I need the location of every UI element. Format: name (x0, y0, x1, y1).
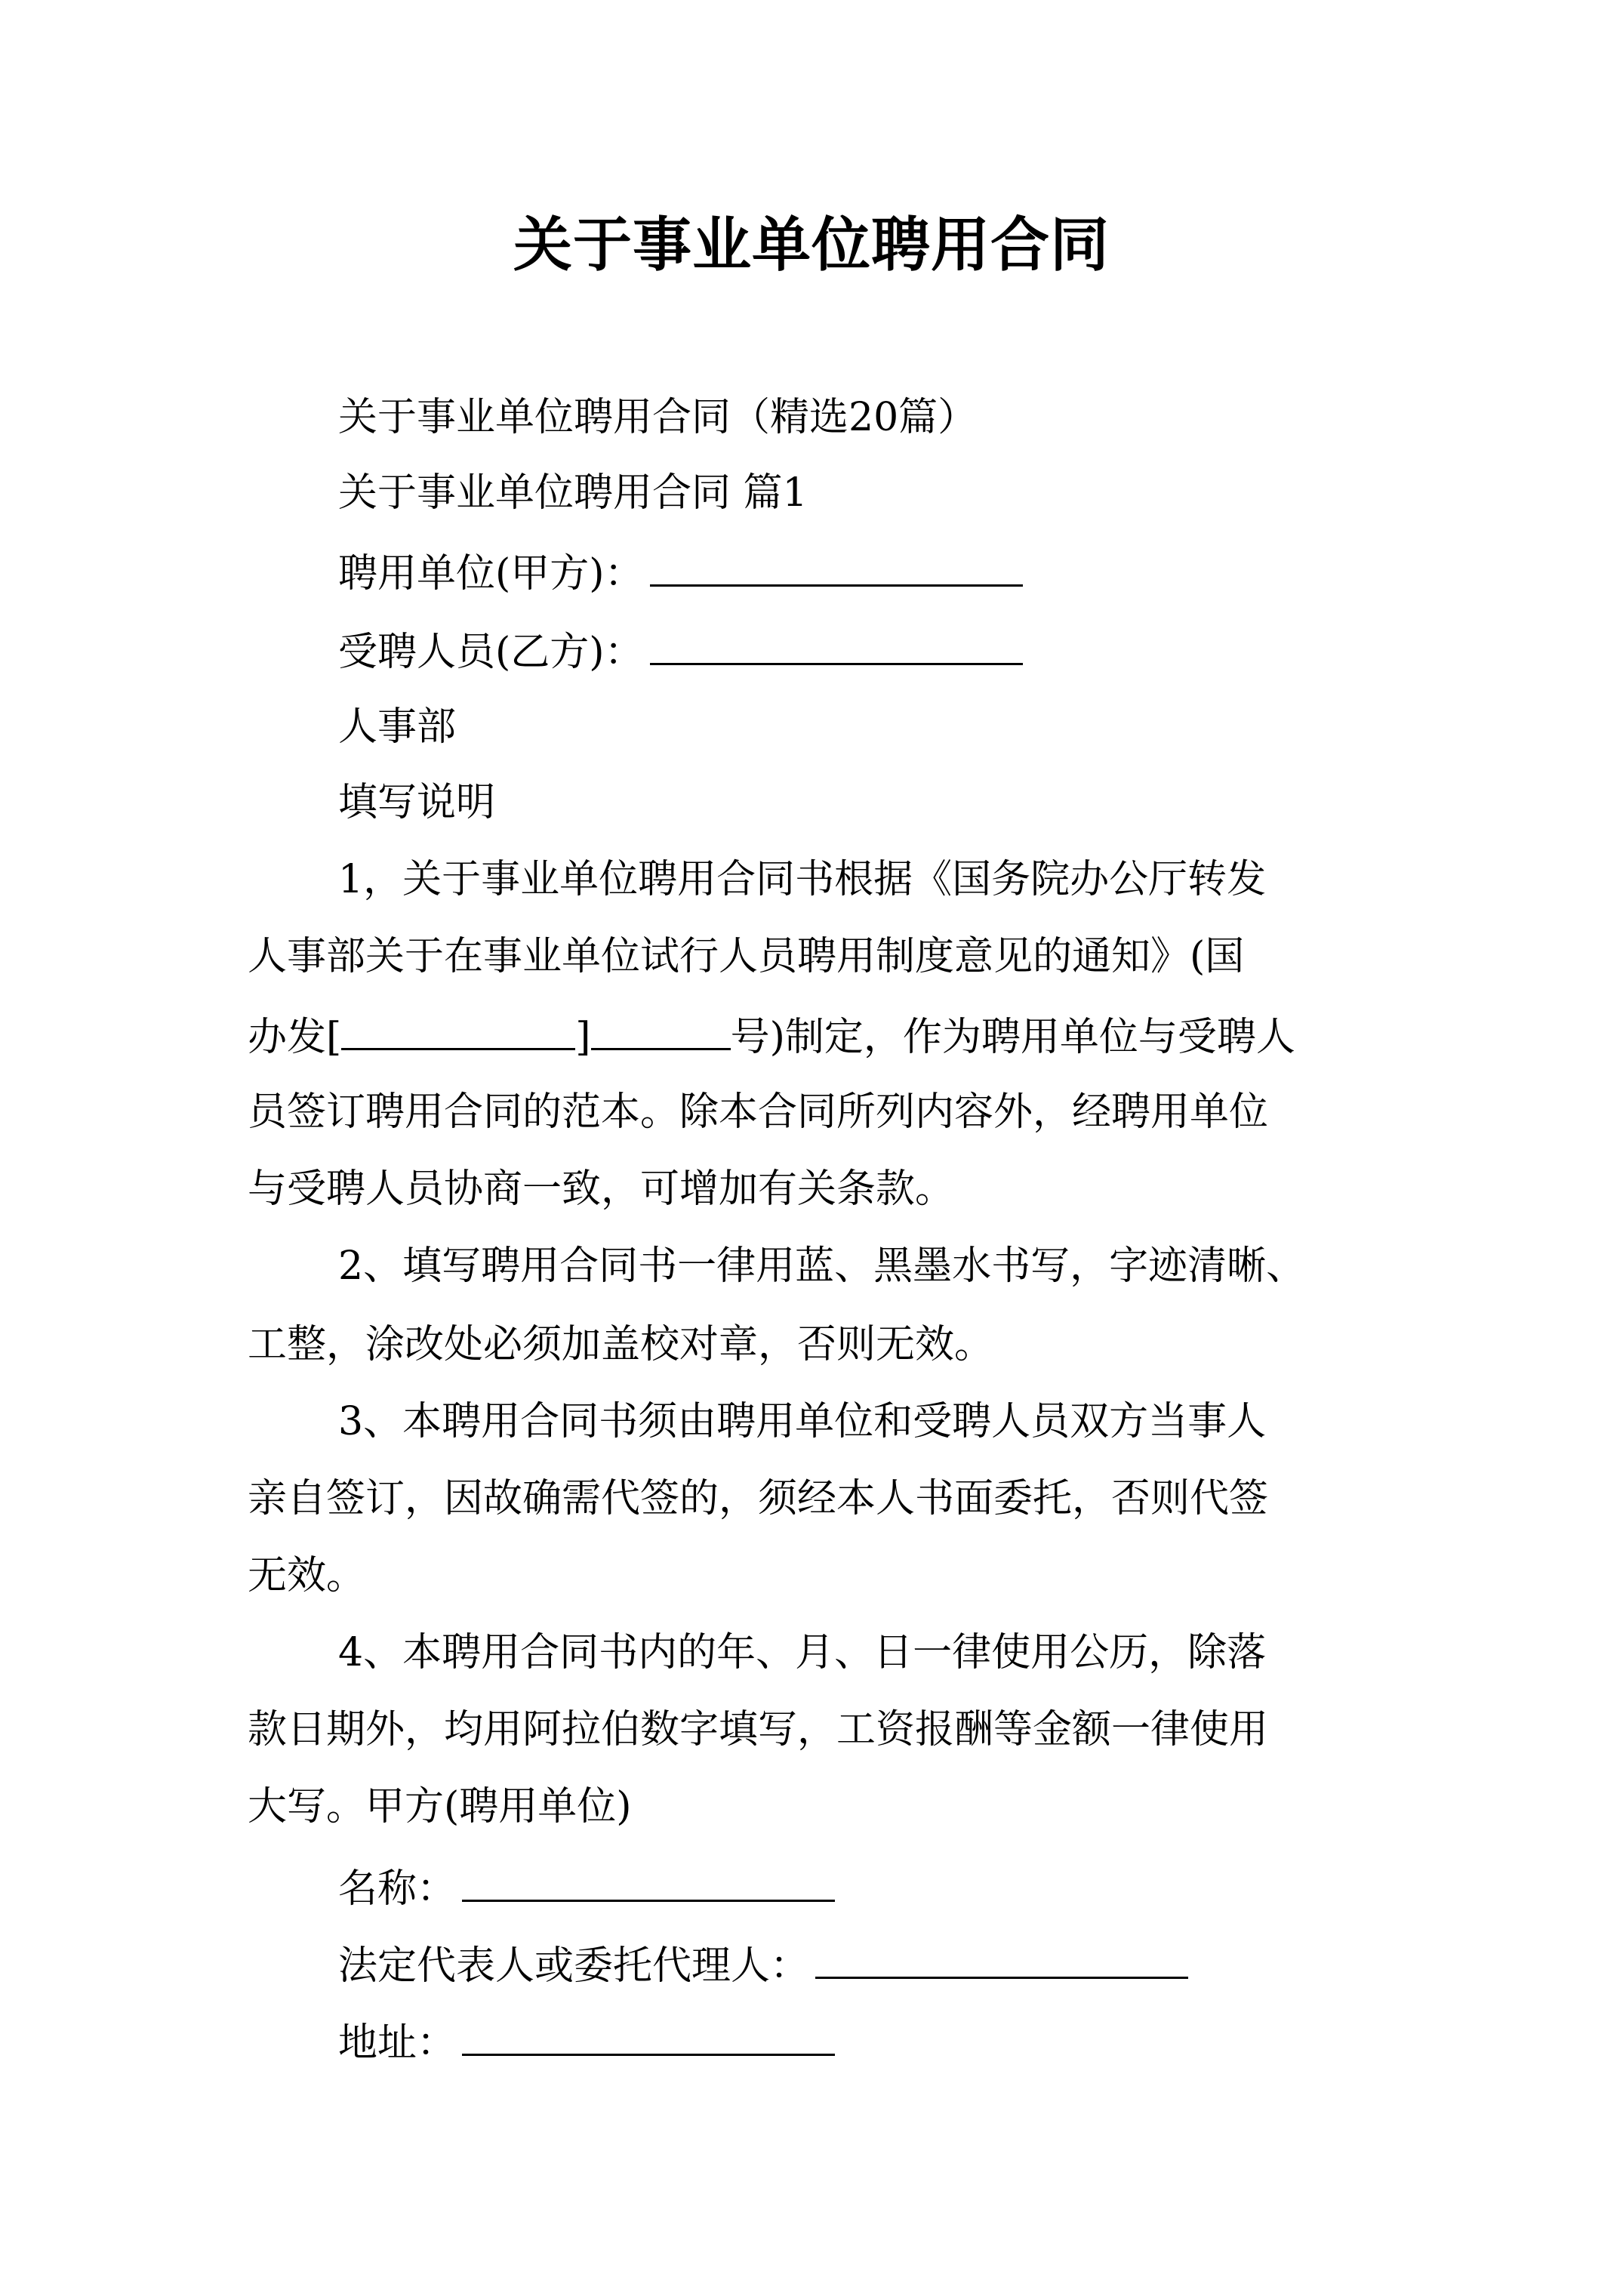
item2-line1: 2、填写聘用合同书一律用蓝、黑墨水书写，字迹清晰、 (338, 1244, 1306, 1289)
item1-line1: 1，关于事业单位聘用合同书根据《国务院办公厅转发 (338, 857, 1267, 902)
item1-line3-c: 号)制定，作为聘用单位与受聘人 (730, 1015, 1295, 1060)
name-label: 名称： (338, 1866, 457, 1912)
item1-line5: 与受聘人员协商一致，可增加有关条款。 (248, 1166, 955, 1212)
doc-number-year-blank (341, 1009, 575, 1050)
address-blank (462, 2014, 835, 2056)
item4-line1: 4、本聘用合同书内的年、月、日一律使用公历，除落 (338, 1630, 1267, 1675)
employer-blank (650, 545, 1023, 587)
representative-blank (815, 1937, 1188, 1979)
representative-label: 法定代表人或委托代理人： (338, 1943, 810, 1989)
employee-label: 受聘人员(乙方)： (338, 630, 644, 675)
instructions-heading: 填写说明 (338, 780, 496, 825)
item1-line4: 员签订聘用合同的范本。除本合同所列内容外，经聘用单位 (248, 1089, 1269, 1135)
document-subtitle: 关于事业单位聘用合同（精选20篇） (338, 395, 978, 440)
address-label: 地址： (338, 2020, 457, 2066)
item1-line2: 人事部关于在事业单位试行人员聘用制度意见的通知》(国 (248, 934, 1245, 979)
item4-line3: 大写。甲方(聘用单位) (248, 1784, 632, 1829)
section-heading: 关于事业单位聘用合同 篇1 (338, 470, 808, 516)
address-field-row (338, 2014, 1508, 2069)
department-text: 人事部 (338, 704, 457, 750)
item1-line3-a: 办发[ (248, 1015, 342, 1060)
item1-line3-b: ] (575, 1015, 591, 1060)
item3-line2: 亲自签订，因故确需代签的，须经本人书面委托，否则代签 (248, 1476, 1269, 1521)
employee-field-row (338, 624, 1508, 679)
name-field-row (338, 1860, 1508, 1915)
employer-field-row (338, 545, 1508, 600)
representative-field-row (338, 1937, 1508, 1992)
employer-label: 聘用单位(甲方)： (338, 551, 644, 596)
employee-blank (650, 624, 1023, 665)
item3-line1: 3、本聘用合同书须由聘用单位和受聘人员双方当事人 (338, 1399, 1267, 1444)
item3-line3: 无效。 (248, 1553, 366, 1598)
document-title: 关于事业单位聘用合同 (513, 211, 1110, 279)
name-blank (462, 1860, 835, 1902)
item2-line2: 工整，涂改处必须加盖校对章，否则无效。 (248, 1322, 994, 1367)
doc-number-blank (591, 1009, 731, 1050)
item1-line3 (248, 1009, 1418, 1064)
item4-line2: 款日期外，均用阿拉伯数字填写，工资报酬等金额一律使用 (248, 1707, 1269, 1752)
